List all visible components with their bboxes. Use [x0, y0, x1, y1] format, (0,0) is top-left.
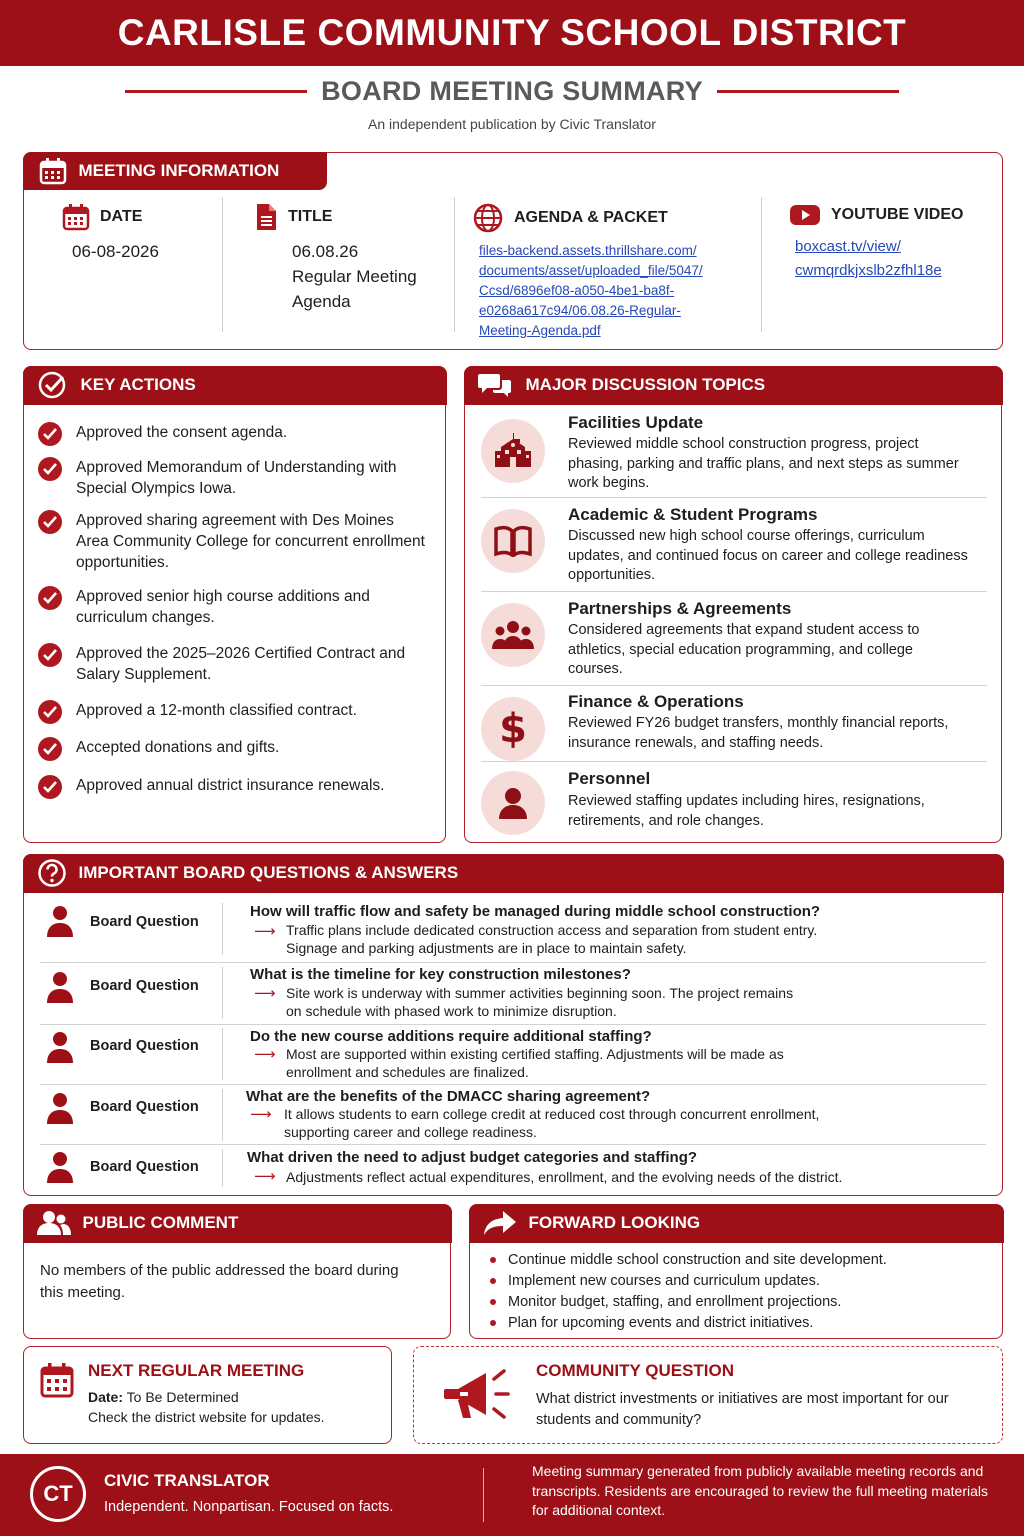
- qa-row: [40, 1147, 986, 1191]
- subtitle-row: [0, 72, 1024, 110]
- column-divider: [222, 197, 223, 332]
- video-label: YOUTUBE VIDEO: [831, 206, 964, 223]
- forward-looking-title: FORWARD LOOKING: [528, 1213, 701, 1232]
- topic-title: Academic & Student Programs: [568, 505, 818, 524]
- topic-divider: [481, 591, 987, 592]
- title-line: Agenda: [292, 292, 351, 311]
- community-question-card: [413, 1346, 1003, 1444]
- qa-row: [40, 1087, 986, 1145]
- public-comment-card: [23, 1204, 451, 1339]
- question-label: Board Question: [90, 1159, 199, 1175]
- column-divider: [222, 967, 223, 1019]
- title-label-row: [254, 203, 417, 231]
- topic-divider: [481, 685, 987, 686]
- footer-divider: [483, 1468, 484, 1522]
- divider-right: [717, 90, 899, 93]
- forward-item: Implement new courses and curriculum updates.: [490, 1271, 887, 1292]
- agenda-label-row: [472, 203, 703, 233]
- action-text: Approved Memorandum of Understanding with Special Olympics Iowa.: [76, 459, 397, 497]
- board-qa-card: [23, 854, 1003, 1196]
- board-qa-title: IMPORTANT BOARD QUESTIONS & ANSWERS: [78, 863, 459, 882]
- action-text: Approved the consent agenda.: [76, 424, 288, 441]
- topic-title: Personnel: [568, 769, 651, 788]
- person-icon: [481, 771, 545, 835]
- action-item: [38, 586, 426, 628]
- topic-description: Considered agreements that expand student access to athletics, special education programming, and college courses.: [568, 622, 920, 677]
- video-link[interactable]: [795, 235, 963, 283]
- action-text: Approved a 12-month classified contract.: [76, 702, 357, 719]
- person-icon: [46, 1031, 74, 1063]
- link-line[interactable]: Meeting-Agenda.pdf: [479, 323, 601, 338]
- action-text: Accepted donations and gifts.: [76, 739, 280, 756]
- action-item: [38, 643, 426, 685]
- question-label: Board Question: [90, 1099, 199, 1115]
- forward-arrow-icon: [483, 1210, 517, 1236]
- public-comment-header: [23, 1204, 452, 1243]
- dollar-icon: $: [481, 697, 545, 761]
- byline: An independent publication by Civic Translator: [368, 116, 656, 132]
- next-meeting-note: Check the district website for updates.: [88, 1409, 325, 1425]
- action-item: [38, 422, 426, 446]
- community-question-body: What district investments or initiatives are most important for our students and community?: [536, 1391, 949, 1428]
- question-text: What is the timeline for key construction milestones?: [250, 966, 631, 983]
- column-divider: [222, 1089, 223, 1141]
- qa-divider: [40, 1144, 986, 1145]
- topic-personnel: [481, 769, 987, 839]
- agenda-column: [472, 203, 703, 341]
- topic-description: Discussed new high school course offerings, curriculum updates, and continued focus on career and college readiness opportunities.: [568, 528, 968, 583]
- question-label: Board Question: [90, 914, 199, 930]
- date-value: To Be Determined: [126, 1389, 239, 1405]
- title-line: Regular Meeting: [292, 267, 417, 286]
- column-divider: [761, 197, 762, 332]
- link-line[interactable]: e0268a617c94/06.08.26-Regular-: [479, 303, 681, 318]
- answer-text: [286, 984, 926, 1020]
- public-comment-title: PUBLIC COMMENT: [82, 1213, 239, 1232]
- check-icon: [38, 422, 62, 446]
- answer-line: on schedule with phased work to minimize disruption.: [286, 1003, 617, 1019]
- column-divider: [222, 1028, 223, 1080]
- column-divider: [454, 197, 455, 332]
- column-divider: [222, 903, 223, 955]
- date-label-row: [62, 203, 159, 231]
- question-circle-icon: [37, 858, 67, 888]
- calendar-icon: [40, 1362, 74, 1398]
- answer-line: supporting career and college readiness.: [284, 1124, 537, 1140]
- check-icon: [38, 510, 62, 534]
- column-divider: [222, 1149, 223, 1187]
- title-value: [292, 239, 417, 314]
- action-item: [38, 700, 426, 724]
- answer-line: Signage and parking adjustments are in place to maintain safety.: [286, 940, 687, 956]
- megaphone-icon: [442, 1365, 512, 1425]
- arrow-right-icon: ⟶: [254, 923, 276, 940]
- question-label: Board Question: [90, 978, 199, 994]
- district-title: CARLISLE COMMUNITY SCHOOL DISTRICT: [117, 12, 907, 53]
- agenda-label: AGENDA & PACKET: [514, 209, 668, 226]
- arrow-right-icon: ⟶: [254, 1168, 276, 1185]
- person-icon: [46, 971, 74, 1003]
- footer-org: CIVIC TRANSLATOR: [104, 1471, 270, 1490]
- page-subtitle: BOARD MEETING SUMMARY: [321, 75, 703, 106]
- check-icon: [38, 457, 62, 481]
- key-actions-card: [23, 366, 446, 843]
- meeting-info-card: [23, 152, 1003, 350]
- answer-line: Site work is underway with summer activities beginning soon. The project remains: [286, 985, 794, 1001]
- footer-note: Meeting summary generated from publicly available meeting records and transcripts. Residents are encouraged to review the full meeting materials for additional context.: [532, 1463, 988, 1518]
- globe-icon: [472, 203, 504, 233]
- link-line[interactable]: boxcast.tv/view/: [795, 238, 901, 255]
- next-meeting-date: [88, 1389, 239, 1405]
- date-label: Date:: [88, 1389, 124, 1405]
- person-icon: [46, 1092, 74, 1124]
- check-icon: [38, 775, 62, 799]
- community-question-title: COMMUNITY QUESTION: [536, 1361, 735, 1380]
- link-line[interactable]: files-backend.assets.thrillshare.com/: [479, 243, 697, 258]
- date-column: [62, 203, 159, 264]
- discussion-topics-title: MAJOR DISCUSSION TOPICS: [525, 375, 766, 394]
- agenda-link[interactable]: [479, 241, 703, 341]
- action-item: [38, 457, 426, 499]
- footer: [0, 1454, 1024, 1536]
- youtube-icon: [789, 203, 821, 227]
- action-text: Approved senior high course additions and curriculum changes.: [76, 588, 370, 626]
- topic-title: Finance & Operations: [568, 692, 744, 711]
- qa-row: [40, 1027, 986, 1085]
- top-banner: [0, 0, 1024, 66]
- answer-line: It allows students to earn college credit at reduced cost through concurrent enrollment,: [284, 1106, 820, 1122]
- title-column: [254, 203, 417, 314]
- forward-item: Continue middle school construction and site development.: [490, 1250, 887, 1271]
- answer-line: Traffic plans include dedicated construction access and separation from student entry.: [286, 922, 818, 938]
- question-text: How will traffic flow and safety be managed during middle school construction?: [250, 903, 821, 920]
- answer-line: Most are supported within existing certified staffing. Adjustments will be made as: [286, 1046, 784, 1062]
- link-line[interactable]: cwmqrdkjxslb2zfhl18e: [795, 262, 942, 279]
- topic-partnerships: [481, 599, 987, 685]
- meeting-info-header: [23, 152, 327, 190]
- topic-divider: [481, 497, 987, 498]
- action-text: Approved annual district insurance renewals.: [76, 777, 385, 794]
- group-people-icon: [481, 603, 545, 667]
- topic-facilities: [481, 413, 987, 499]
- check-icon: [38, 643, 62, 667]
- qa-row: [40, 965, 986, 1025]
- discussion-topics-card: [464, 366, 1002, 843]
- answer-line: Adjustments reflect actual expenditures, enrollment, and the evolving needs of the district.: [286, 1169, 843, 1185]
- qa-row: [40, 899, 986, 961]
- check-icon: [38, 700, 62, 724]
- answer-text: [284, 1105, 924, 1141]
- forward-looking-header: [469, 1204, 1004, 1243]
- topic-description: Reviewed staffing updates including hires, resignations, retirements, and role changes.: [568, 793, 925, 829]
- qa-divider: [40, 1084, 986, 1085]
- video-label-row: [789, 203, 963, 227]
- video-column: [789, 203, 963, 283]
- divider-left: [125, 90, 307, 93]
- check-icon: [38, 586, 62, 610]
- date-value: 06-08-2026: [72, 242, 159, 261]
- action-item: [38, 737, 426, 761]
- chat-bubbles-icon: [478, 371, 512, 399]
- link-line[interactable]: Ccsd/6896ef08-a050-4be1-ba8f-: [479, 283, 675, 298]
- title-label: TITLE: [288, 208, 333, 225]
- topic-divider: [481, 761, 987, 762]
- school-building-icon: [481, 419, 545, 483]
- topic-description: Reviewed middle school construction progress, project phasing, parking and traffic plans, and next steps as summer work begins.: [568, 436, 959, 491]
- calendar-icon: [39, 157, 67, 185]
- arrow-right-icon: ⟶: [250, 1106, 272, 1123]
- document-icon: [254, 203, 278, 231]
- next-meeting-card: [23, 1346, 392, 1444]
- board-qa-header: [23, 854, 1004, 893]
- action-text: Approved sharing agreement with Des Moines Area Community College for concurrent enrollment opportunities.: [76, 512, 425, 571]
- calendar-icon: [62, 203, 90, 231]
- answer-text: [286, 1168, 986, 1186]
- topic-title: Partnerships & Agreements: [568, 599, 792, 618]
- open-book-icon: [481, 509, 545, 573]
- date-label: DATE: [100, 208, 143, 225]
- question-text: What are the benefits of the DMACC sharing agreement?: [246, 1088, 651, 1105]
- discussion-topics-header: [464, 366, 1003, 405]
- topic-academic: [481, 505, 987, 591]
- question-text: What driven the need to adjust budget categories and staffing?: [247, 1149, 698, 1166]
- answer-text: [286, 1045, 926, 1081]
- next-meeting-title: NEXT REGULAR MEETING: [88, 1361, 305, 1380]
- forward-item: Monitor budget, staffing, and enrollment projections.: [490, 1292, 887, 1313]
- key-actions-header: [23, 366, 447, 405]
- action-text: Approved the 2025–2026 Certified Contract and Salary Supplement.: [76, 645, 406, 683]
- person-icon: [46, 905, 74, 937]
- people-icon: [37, 1210, 71, 1236]
- person-icon: [46, 1151, 74, 1183]
- forward-list: [490, 1250, 887, 1334]
- forward-looking-card: [469, 1204, 1003, 1339]
- public-comment-body: No members of the public addressed the board during this meeting.: [40, 1262, 399, 1301]
- forward-item: Plan for upcoming events and district initiatives.: [490, 1313, 887, 1334]
- meeting-info-title: MEETING INFORMATION: [78, 160, 280, 180]
- answer-text: [286, 921, 926, 957]
- link-line[interactable]: documents/asset/uploaded_file/5047/: [479, 263, 703, 278]
- key-actions-title: KEY ACTIONS: [80, 375, 196, 394]
- action-item: [38, 775, 426, 799]
- question-text: Do the new course additions require additional staffing?: [250, 1028, 652, 1045]
- arrow-right-icon: ⟶: [254, 1046, 276, 1063]
- topic-finance: [481, 692, 987, 762]
- civic-translator-logo: CT: [30, 1466, 86, 1522]
- qa-divider: [40, 962, 986, 963]
- qa-divider: [40, 1024, 986, 1025]
- topic-title: Facilities Update: [568, 413, 704, 432]
- arrow-right-icon: ⟶: [254, 985, 276, 1002]
- check-icon: [38, 737, 62, 761]
- answer-line: enrollment and schedules are finalized.: [286, 1064, 529, 1080]
- topic-description: Reviewed FY26 budget transfers, monthly financial reports, insurance renewals, and staffing needs.: [568, 715, 949, 751]
- action-item: [38, 510, 426, 573]
- title-line: 06.08.26: [292, 242, 359, 261]
- question-label: Board Question: [90, 1038, 199, 1054]
- footer-tagline: Independent. Nonpartisan. Focused on facts.: [104, 1499, 394, 1515]
- check-circle-icon: [37, 370, 67, 400]
